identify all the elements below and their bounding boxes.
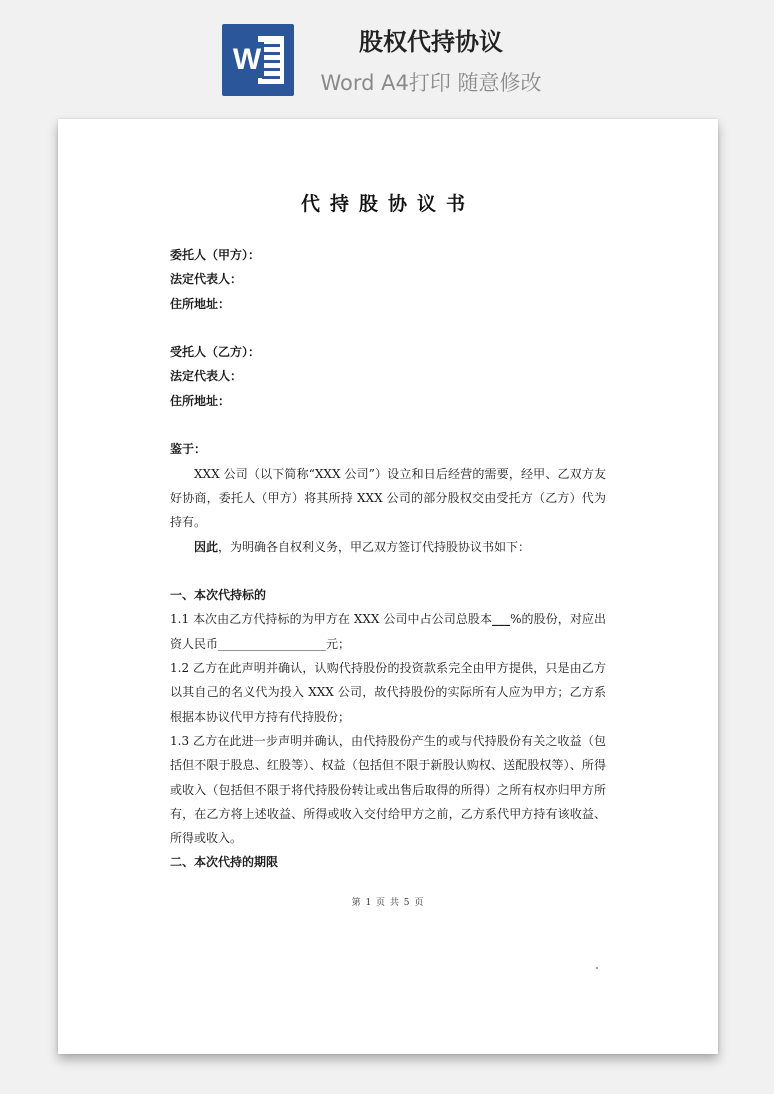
whereas-paragraph: XXX 公司（以下简称“XXX 公司”）设立和日后经营的需要，经甲、乙双方友好协商，委托人（甲方）将其所持 XXX 公司的部分股权交由受托方（乙方）代为持有。 [170, 466, 606, 530]
header-subtitle: Word A4打印 随意修改 [320, 71, 542, 95]
document-body [170, 243, 606, 875]
document-title: 代持股协议书 [300, 193, 475, 215]
header-title: 股权代持协议 [359, 28, 503, 56]
clause-1-3: 1.3 乙方在此进一步声明并确认，由代持股份产生的或与代持股份有关之收益（包括但不限于股息、红股等）、权益（包括但不限于新股认购权、送配股权等）、所得或收入（包括但不限于将代持股份转让或出售后取得的所得）之所有权亦归甲方所有，在乙方将上述收益、所得或收入交付给甲方之前，乙方系代甲方持有该收益、所得或收入。 [170, 733, 606, 846]
party-b-address-label: 住所地址： [170, 393, 231, 408]
section-1-heading: 一、本次代持标的 [170, 588, 267, 603]
document-page [58, 119, 718, 1054]
party-a-rep-label: 法定代表人： [170, 272, 243, 287]
therefore-paragraph [170, 535, 606, 559]
word-icon [222, 24, 294, 96]
therefore-text: ，为明确各自权利义务，甲乙双方签订代持股协议书如下： [218, 539, 531, 554]
clause-1-1 [170, 607, 606, 656]
clause-1-1-part-a: 1.1 本次由乙方代持标的为甲方在 XXX 公司中占公司总股本 [170, 612, 493, 627]
word-icon-letter: W [230, 42, 264, 78]
party-a-label: 委托人（甲方）： [170, 248, 261, 262]
clause-1-2: 1.2 乙方在此声明并确认，认购代持股份的投资款系完全由甲方提供，只是由乙方以其自己的名义代为投入 XXX 公司，故代持股份的实际所有人应为甲方；乙方系根据本协议代甲方持有代持股份； [170, 661, 606, 724]
party-b-rep-label: 法定代表人： [170, 369, 243, 384]
therefore-bold: 因此 [194, 539, 219, 554]
clause-1-1-part-b: %的股份，对应出资人民币__________________元； [170, 612, 606, 651]
whereas-label: 鉴于： [170, 442, 207, 457]
section-2-heading: 二、本次代持的期限 [170, 855, 279, 870]
page-number: 第 1 页 共 5 页 [351, 898, 425, 908]
clause-1-1-blank: ___ [492, 612, 511, 627]
party-b-label: 受托人（乙方）： [170, 345, 261, 360]
preview-header [0, 0, 774, 118]
page-speck [596, 967, 598, 969]
party-a-address-label: 住所地址： [170, 296, 231, 311]
